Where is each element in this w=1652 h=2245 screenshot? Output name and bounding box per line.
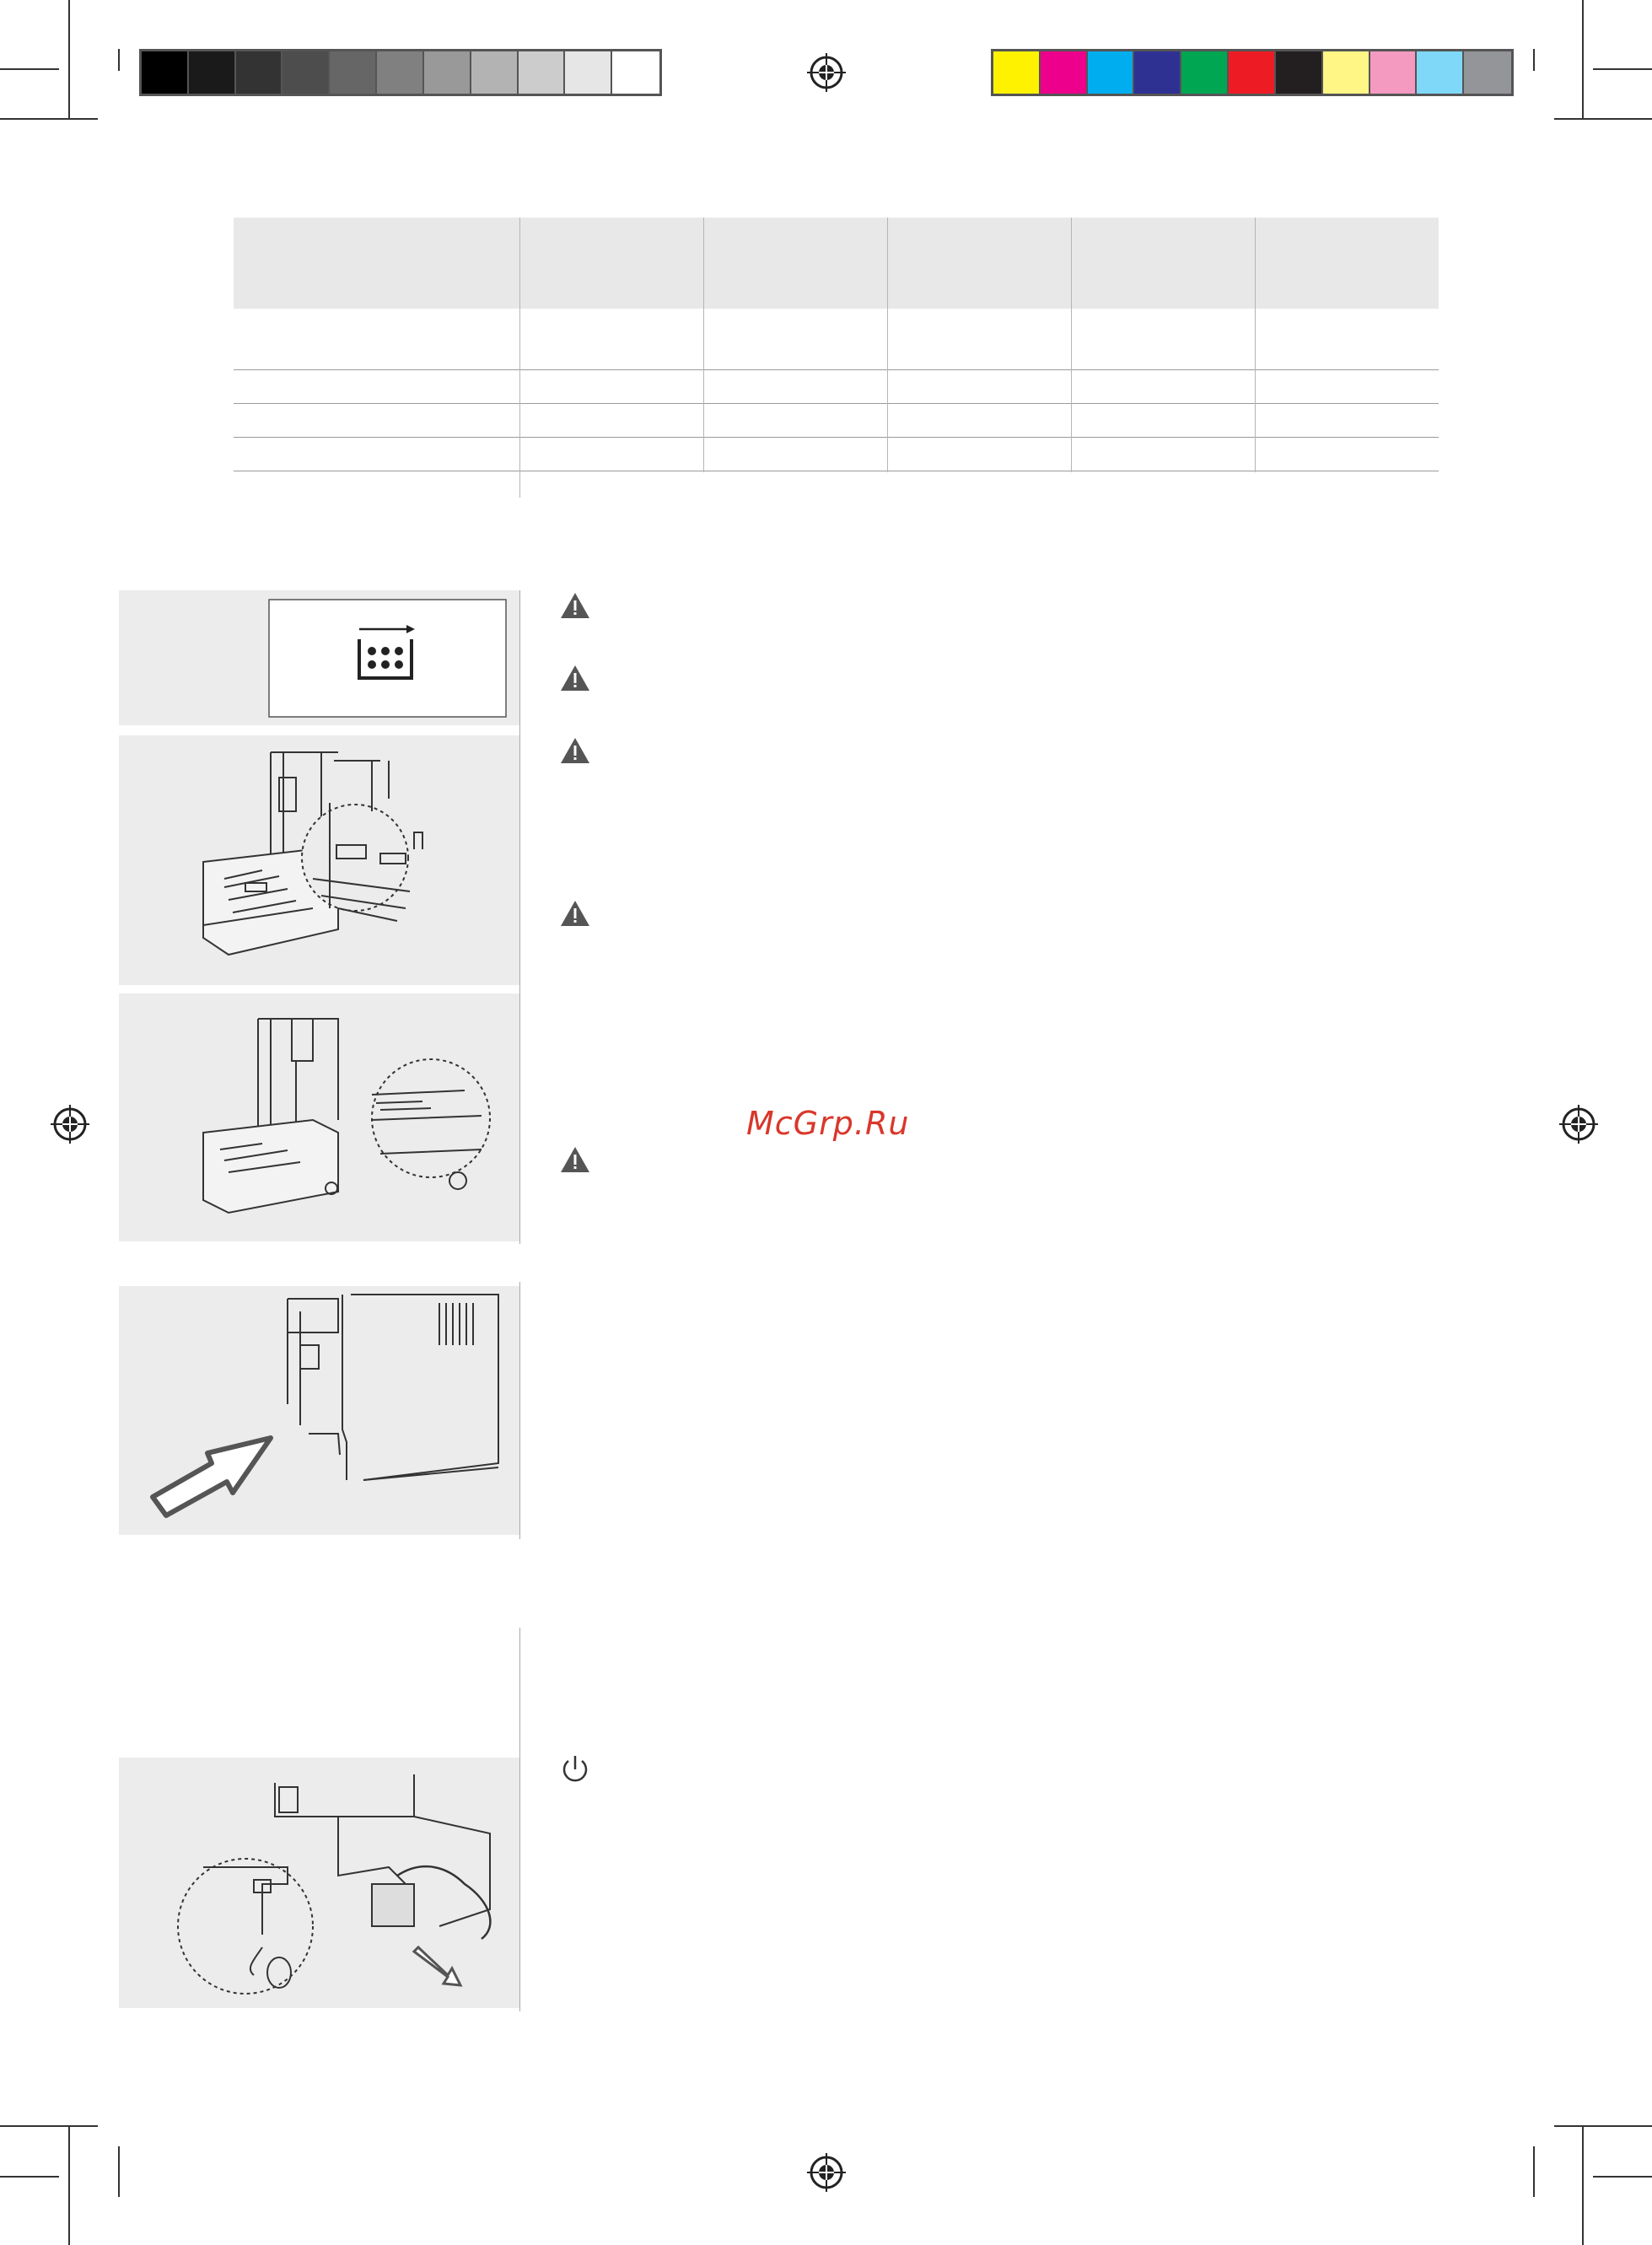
color-swatch [1464,51,1511,94]
color-swatch [519,51,566,94]
registration-mark-icon [51,1105,89,1144]
color-swatch [236,51,283,94]
power-icon [559,1753,591,1785]
figure-drip-tray-float [119,993,519,1241]
figure-remove-brew-unit [119,1758,519,2008]
color-swatch [1370,51,1418,94]
registration-mark-icon [807,53,846,92]
descale-display-illustration [119,590,519,725]
warning-icon [559,664,591,692]
figure-insert-drip-tray [119,1286,519,1535]
color-swatch [424,51,471,94]
color-swatch [283,51,330,94]
color-swatch [1134,51,1181,94]
crop-mark [68,0,70,120]
table-col-line [519,218,520,498]
drip-tray-illustration [119,735,519,985]
color-swatch [377,51,424,94]
table-col-line [1071,218,1072,472]
table-row-line [234,437,1439,438]
crop-mark [0,118,98,120]
color-swatch [1041,51,1088,94]
process-color-bar [991,49,1514,96]
crop-mark [1582,2125,1584,2245]
color-swatch [1417,51,1464,94]
color-swatch [1276,51,1323,94]
crop-mark [1533,2146,1535,2197]
registration-mark-icon [1559,1105,1598,1144]
warning-icon [559,899,591,928]
crop-mark [1554,118,1652,120]
color-swatch [142,51,189,94]
registration-mark-icon [807,2153,846,2192]
crop-mark [0,2125,98,2127]
table-row-line [234,403,1439,404]
color-swatch [330,51,377,94]
remove-brew-unit-illustration [119,1758,519,2008]
table-header-row [234,218,1439,309]
table-row-line [234,369,1439,370]
pull-arrow-icon [414,1947,460,1985]
color-swatch [1181,51,1229,94]
crop-mark [0,2176,59,2178]
crop-mark [1533,49,1535,71]
column-divider [519,1628,520,2011]
column-divider [519,590,520,1244]
warning-icon [559,736,591,765]
color-swatch [565,51,612,94]
color-swatch [1323,51,1370,94]
color-swatch [993,51,1041,94]
table-col-line [1255,218,1256,472]
color-swatch [1088,51,1135,94]
table-col-line [703,218,704,472]
column-divider [519,1282,520,1539]
crop-mark [1554,2125,1652,2127]
warning-icon [559,1145,591,1174]
color-swatch [612,51,659,94]
watermark-text[interactable]: McGrp.Ru [746,1105,910,1142]
color-swatch [471,51,519,94]
figure-drip-tray-detail [119,735,519,985]
table-col-line [887,218,888,472]
crop-mark [1593,68,1652,70]
crop-mark [1593,2176,1652,2178]
crop-mark [1582,0,1584,120]
crop-mark [118,2146,120,2197]
crop-mark [0,68,59,70]
color-swatch [189,51,236,94]
drip-tray-float-illustration [119,993,519,1241]
color-swatch [1229,51,1276,94]
grayscale-color-bar [139,49,662,96]
figure-descale-display [119,590,519,725]
crop-mark [118,49,120,71]
crop-mark [68,2125,70,2245]
push-arrow-icon [153,1438,271,1516]
warning-icon [559,591,591,620]
insert-drip-tray-illustration [119,1286,519,1535]
